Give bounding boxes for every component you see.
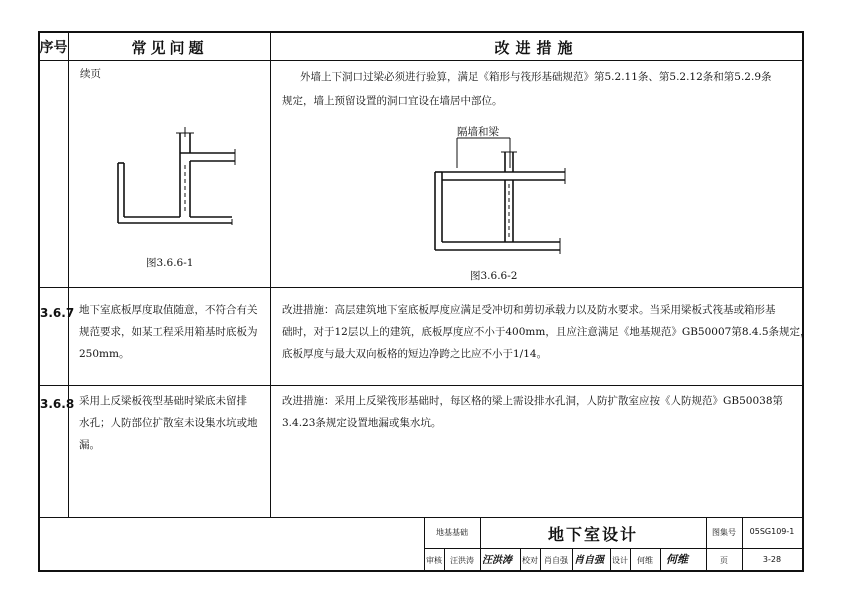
titleblock-atlas-label: 图集号 [712, 528, 736, 537]
figure-3-6-6-1-caption: 图3.6.6-1 [146, 257, 194, 269]
row3-number: 3.6.8 [40, 397, 75, 411]
titleblock-check-label: 校对 [522, 556, 538, 565]
frame-right [802, 31, 804, 572]
row2-problem-line3: 250mm。 [79, 348, 130, 360]
figure-3-6-6-2-label: 隔墙和梁 [457, 126, 499, 138]
row2-number: 3.6.7 [40, 306, 75, 320]
titleblock-review-signature: 汪洪涛 [482, 555, 512, 566]
row3-measure-line1: 改进措施：采用上反梁筏形基础时，每区格的梁上需设排水孔洞，人防扩散室应按《人防规范》GB50038第 [282, 395, 784, 407]
header-measure: 改进措施 [494, 39, 579, 57]
row2-measure-line3: 底板厚度与最大双向板格的短边净跨之比应不小于1/14。 [282, 348, 548, 360]
header-divider [38, 60, 804, 61]
row3-problem-line3: 漏。 [79, 439, 100, 451]
titleblock-design-signature: 何维 [666, 553, 688, 566]
titleblock-title: 地下室设计 [547, 525, 638, 544]
titleblock-check-name: 肖自强 [544, 556, 568, 565]
figure-3-6-6-2 [425, 132, 575, 262]
row3-problem-line1: 采用上反梁板筏型基础时梁底未留排 [79, 395, 247, 407]
row2-problem-line1: 地下室底板厚度取值随意，不符合有关 [79, 304, 258, 316]
figure-3-6-6-1 [110, 125, 250, 225]
header-serial: 序号 [39, 40, 68, 56]
titleblock-check-signature: 肖自强 [574, 555, 604, 566]
titleblock-design-name: 何维 [637, 556, 653, 565]
frame-left [38, 31, 40, 572]
row1-divider [38, 287, 804, 288]
titleblock-atlas-number: 05SG109-1 [749, 527, 795, 536]
row2-problem-line2: 规范要求，如某工程采用箱基时底板为 [79, 326, 258, 338]
figure-3-6-6-2-caption: 图3.6.6-2 [470, 270, 518, 282]
frame-bottom [38, 570, 804, 572]
titleblock-category: 地基基础 [436, 528, 468, 537]
row1-measure-line2: 规定，墙上预留设置的洞口宜设在墙居中部位。 [282, 95, 503, 107]
row1-measure-line1: 外墙上下洞口过梁必须进行验算，满足《箱形与筏形基础规范》第5.2.11条、第5.2.12条和第5.2.9条 [300, 71, 772, 83]
row3-measure-line2: 3.4.23条规定设置地漏或集水坑。 [282, 417, 442, 429]
row1-problem-line1: 续页 [80, 68, 101, 80]
titleblock-design-label: 设计 [612, 556, 628, 565]
row3-problem-line2: 水孔；人防部位扩散室未设集水坑或地 [79, 417, 258, 429]
col2-divider [270, 31, 271, 517]
row2-measure-line2: 础时，对于12层以上的建筑，底板厚度应不小于400mm，且应注意满足《地基规范》GB50007第8.4.5条规定， [282, 326, 811, 338]
titleblock-review-label: 审核 [426, 556, 442, 565]
row2-divider [38, 385, 804, 386]
frame-top [38, 31, 804, 33]
titleblock-review-name: 汪洪涛 [450, 556, 474, 565]
col1-divider [68, 31, 69, 517]
titleblock-page-number: 3-28 [762, 555, 782, 564]
row2-measure-line1: 改进措施：高层建筑地下室底板厚度应满足受冲切和剪切承载力以及防水要求。当采用梁板式筏基或箱形基 [282, 304, 776, 316]
titleblock-page-label: 页 [720, 556, 728, 565]
header-problem: 常见问题 [131, 39, 208, 57]
title-block [424, 517, 802, 570]
